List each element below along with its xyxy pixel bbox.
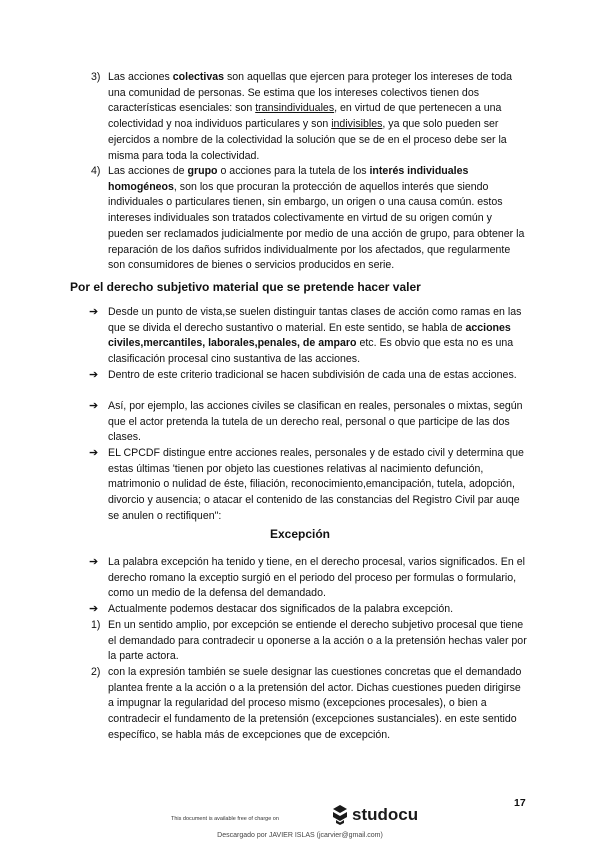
list-item-text	[108, 70, 528, 164]
section-heading-derecho-subjetivo: Por el derecho subjetivo material que se pretende hacer valer	[70, 280, 421, 294]
text-run: con la expresión también se suele designar las cuestiones concretas que el demandado plantea frente a la acción o a la pretensión del actor. Dichas cuestiones pueden dirigirse a impugnar la regularidad del proceso mismo (excepciones procesales), o bien a contradecir el fundamento de la pretensión (excepciones sustanciales). en este sentido específico, se habla más de excepciones que de excepción.	[108, 666, 522, 741]
list-number: 2)	[91, 666, 101, 678]
text-run: Desde un punto de vista,se suelen distinguir tantas clases de acción como ramas en las que se divida el derecho sustantivo o material. En este sentido, se habla de	[108, 306, 522, 334]
list-item-text	[108, 665, 528, 744]
bold-text: acciones civiles,mercantiles, laborales,penales, de amparo	[108, 321, 511, 350]
text-run: Las acciones de	[108, 165, 188, 177]
studocu-logo-icon	[331, 804, 349, 826]
text-run: En un sentido amplio, por excepción se entiende el derecho subjetivo procesal que tiene el demandado para contradecir u oponerse a la acción o a la pretensión hechas valer por la parte actora.	[108, 619, 527, 663]
text-run: Así, por ejemplo, las acciones civiles se clasifican en reales, personales o mixtas, según que el actor pretenda la tutela de un derecho real, personal o que participe de las dos clases.	[108, 400, 523, 444]
arrow-bullet-icon: ➔	[89, 400, 99, 412]
text-run: Las acciones	[108, 71, 173, 83]
list-item-text	[108, 368, 528, 384]
text-run: La palabra excepción ha tenido y tiene, en el derecho procesal, varios significados. En el derecho romano la exceptio surgió en el periodo del proceso per formulas o formulario, como un medio de la defensa del demandado.	[108, 556, 525, 600]
list-number: 3)	[91, 71, 101, 83]
studocu-logo[interactable]	[331, 804, 418, 826]
list-number: 1)	[91, 619, 101, 631]
text-run: etc. Es obvio que esta no es una clasificación procesal cino sustantiva de las acciones.	[108, 337, 514, 366]
list-item-text	[108, 555, 528, 602]
text-run: Dentro de este criterio tradicional se hacen subdivisión de cada una de estas acciones.	[108, 369, 517, 381]
arrow-bullet-icon: ➔	[89, 369, 99, 381]
underlined-term: transindividuales	[255, 102, 335, 115]
section-heading-excepcion: Excepción	[269, 527, 331, 541]
text-run: Actualmente podemos destacar dos significados de la palabra excepción.	[108, 603, 454, 615]
bold-text: interés individuales homogéneos	[108, 165, 469, 193]
studocu-logo-text: studocu	[352, 805, 419, 824]
text-run: , en virtud de que pertenecen a una colectividad y noa individuos particulares y son	[108, 102, 502, 131]
bold-text: colectivas	[172, 71, 225, 83]
footer-available-text: This document is available free of charge on	[171, 816, 279, 822]
text-run: son aquellas que ejercen para proteger los intereses de toda una comunidad de personas. Se estima que los intereses colectivos tienen dos características esenciales: son	[108, 71, 513, 115]
list-item-text	[108, 399, 528, 446]
arrow-bullet-icon: ➔	[89, 306, 99, 318]
arrow-bullet-icon: ➔	[89, 447, 99, 459]
list-item-text	[108, 618, 528, 665]
underlined-term: indivisibles	[331, 118, 383, 131]
arrow-bullet-icon: ➔	[89, 603, 99, 615]
list-item-text	[108, 305, 528, 368]
bold-text: grupo	[187, 165, 218, 177]
text-run: EL CPCDF distingue entre acciones reales, personales y de estado civil y determina que estas últimas 'tienen por objeto las cuestiones relativas al nacimiento defunción, matrimonio o nulidad de éste, filiación, reconocimiento,emancipación, tutela, adopción, divorcio y ausencia; o atacar el contenido de las constancias del Registro Civil par auqe se anulen o rectifiquen":	[108, 447, 524, 522]
text-run: o acciones para la tutela de los	[217, 165, 370, 177]
text-run: , ya que solo pueden ser ejercidos a nombre de la colectividad la solución que se de en el proceso debe ser la misma para toda la colectividad.	[108, 118, 507, 162]
arrow-bullet-icon: ➔	[89, 556, 99, 568]
list-number: 4)	[91, 165, 101, 177]
list-item-text	[108, 164, 528, 274]
text-run: , son los que procuran la protección de aquellos interés que siendo individuales o particulares tienen, sin embargo, un origen o una causa común. estos intereses individuales son tratados colectivamente en virtud de su origen común y pueden ser reclamados judicialmente por medio de una acción de grupo, para obtener la reparación de los daños sufridos individualmente por los afectados, que regularmente son consumidores de bienes o servicios producidos en serie.	[108, 180, 525, 272]
list-item-text	[108, 446, 528, 525]
footer-downloaded-by: Descargado por JAVIER ISLAS (jcarvier@gmail.com)	[217, 832, 383, 839]
page-number: 17	[514, 797, 526, 809]
list-item-text	[108, 602, 528, 618]
